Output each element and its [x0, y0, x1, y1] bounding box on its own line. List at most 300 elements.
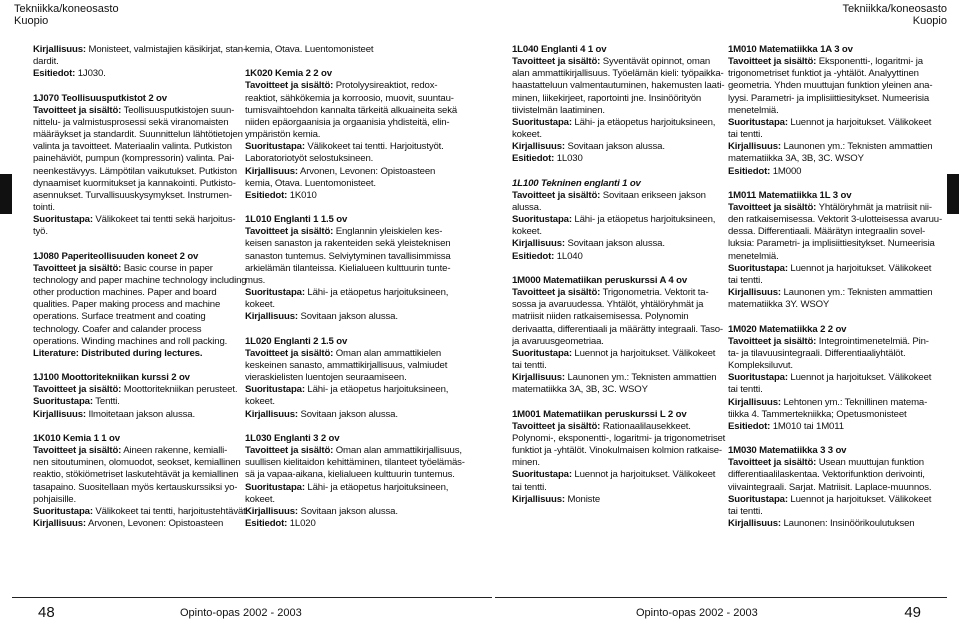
text-line [512, 409, 734, 421]
text-line [33, 336, 255, 348]
text-line [33, 311, 255, 323]
body-text: Lehtonen ym.: Teknillinen matema- [780, 396, 928, 408]
text-line [33, 226, 255, 238]
field-label: Kirjallisuus: [728, 518, 781, 530]
body-text: sanaston tuntemus. Selviytyminen tavallisimmissa [245, 250, 451, 262]
text-line [33, 178, 255, 190]
course-title: Literature: Distributed during lectures. [33, 347, 203, 359]
text-line [512, 93, 734, 105]
text-line [512, 153, 734, 165]
text-line [728, 445, 950, 457]
body-text: haastatteluun valmentautuminen, hakemusten laati- [512, 80, 725, 92]
text-line [245, 263, 467, 275]
text-line [33, 105, 255, 117]
body-text: kokeet. [512, 129, 542, 141]
text-line [512, 202, 734, 214]
body-text: painehäviöt, pumpun (kompressorin) valinta. Pai- [33, 153, 235, 165]
text-line [512, 226, 734, 238]
field-label: Suoritustapa: [33, 214, 93, 226]
text-line [245, 457, 467, 469]
text-line [33, 348, 255, 360]
field-label: Tavoitteet ja sisältö: [33, 445, 122, 457]
text-line [33, 117, 255, 129]
body-text: Aineen rakenne, kemialli- [121, 445, 228, 457]
body-text: Lähi- ja etäopetus harjoituksineen, [304, 384, 449, 396]
body-text: Launonen ym.: Teknisten ammattien [780, 141, 933, 153]
text-line [728, 409, 950, 421]
footer-rule [495, 597, 947, 598]
text-line [728, 214, 950, 226]
text-line [245, 80, 467, 92]
body-text: Luennot ja harjoitukset. Välikokeet [787, 262, 932, 274]
body-text: Tentti. [92, 396, 120, 408]
field-label: Kirjallisuus: [512, 141, 565, 153]
body-text: Luennot ja harjoitukset. Välikokeet [571, 347, 716, 359]
text-line [245, 494, 467, 506]
body-text: Kompleksiluvut. [728, 360, 793, 372]
course-title: 1J070 Teollisuusputkistot 2 ov [33, 92, 167, 104]
body-text: Sovitaan jakson alussa. [297, 408, 398, 420]
field-label: Suoritustapa: [245, 287, 305, 299]
text-line [512, 129, 734, 141]
field-label: Tavoitteet ja sisältö: [245, 226, 334, 238]
body-text: tiikka 4. Tammertekniikka; Opetusmonisteet [728, 408, 907, 420]
text-line [33, 506, 255, 518]
text-line [512, 299, 734, 311]
body-text: 1M010 tai 1M011 [770, 420, 844, 432]
field-label: Kirjallisuus: [33, 408, 86, 420]
field-label: Suoritustapa: [728, 372, 788, 384]
text-line [33, 482, 255, 494]
field-label: Suoritustapa: [728, 262, 788, 274]
body-text: 1K010 [287, 189, 317, 201]
course-title: 1M001 Matematiikan peruskurssi L 2 ov [512, 408, 687, 420]
body-text: dardit. [33, 56, 59, 68]
text-line [512, 482, 734, 494]
text-line [728, 226, 950, 238]
body-text: ja avaruusgeometriaa. [512, 335, 604, 347]
body-text: trigonometriset funktiot ja -yhtälöt. Analyyttinen [728, 68, 919, 80]
field-label: Esitiedot: [245, 189, 288, 201]
field-label: Tavoitteet ja sisältö: [728, 56, 817, 68]
text-line [728, 287, 950, 299]
field-label: Suoritustapa: [728, 116, 788, 128]
body-text: määräykset ja standardit. Suunnittelun lähtötietojen [33, 129, 243, 141]
text-line [728, 275, 950, 287]
publication-title-left: Opinto-opas 2002 - 2003 [180, 607, 302, 619]
text-line [728, 384, 950, 396]
body-text: Arvonen, Levonen: Opistoasteen [85, 518, 224, 530]
text-line [245, 190, 467, 202]
body-text: derivaatta, differentiaali ja määrätty integraali. Taso- [512, 323, 723, 335]
body-text: dessa. Differentiaali. Määrätyn integraalin sovel- [728, 226, 926, 238]
body-text: Välikokeet tai tentti, harjoitustehtävät. [92, 505, 249, 517]
text-line [33, 457, 255, 469]
text-line [728, 299, 950, 311]
body-text: keisen sanaston ja rakenteiden sekä yleisteknisen [245, 238, 451, 250]
body-text: sossa ja avaruudessa. Yhtälöt, yhtälöryhmät ja [512, 299, 704, 311]
field-label: Kirjallisuus: [245, 165, 298, 177]
text-line [33, 44, 255, 56]
text-line [728, 129, 950, 141]
body-text: Lähi- ja etäopetus harjoituksineen, [571, 214, 716, 226]
field-label: Tavoitteet ja sisältö: [512, 189, 601, 201]
body-text: neenkestävyys. Lämpötilan vaikutukset. Putkiston [33, 165, 237, 177]
field-label: Suoritustapa: [33, 505, 93, 517]
text-line [512, 44, 734, 56]
field-label: Esitiedot: [33, 68, 76, 80]
text-line [512, 238, 734, 250]
location-label: Kuopio [912, 15, 947, 27]
body-text: Moottoritekniikan perusteet. [121, 384, 238, 396]
field-label: Suoritustapa: [512, 116, 572, 128]
course-block [245, 433, 467, 530]
body-text: Sovitaan jakson alussa. [564, 238, 665, 250]
course-block [33, 372, 255, 421]
field-label: Suoritustapa: [512, 214, 572, 226]
text-line [728, 80, 950, 92]
body-text: Moniste [564, 493, 601, 505]
body-text: 1L040 [554, 250, 583, 262]
field-label: Esitiedot: [728, 165, 771, 177]
text-line [245, 336, 467, 348]
field-label: Tavoitteet ja sisältö: [512, 56, 601, 68]
text-line [245, 506, 467, 518]
text-line [33, 202, 255, 214]
course-title: 1J100 Moottoritekniikan kurssi 2 ov [33, 372, 190, 384]
field-label: Tavoitteet ja sisältö: [512, 287, 601, 299]
body-text: 1L020 [287, 518, 316, 530]
text-line [512, 287, 734, 299]
body-text: valinta ja tavoitteet. Materiaalin valinta. Putkiston [33, 141, 232, 153]
course-title: 1M030 Matematiikka 3 3 ov [728, 445, 847, 457]
body-text: 1L030 [554, 153, 583, 165]
text-line [33, 56, 255, 68]
text-line [512, 336, 734, 348]
body-text: niiden epäorgaanisia ja orgaanisia yhdisteitä, elin- [245, 116, 450, 128]
body-text: tai tentti. [728, 384, 763, 396]
text-line [245, 117, 467, 129]
field-label: Tavoitteet ja sisältö: [728, 335, 817, 347]
text-line [33, 494, 255, 506]
text-line [728, 469, 950, 481]
text-line [728, 482, 950, 494]
body-text: Arvonen, Levonen: Opistoasteen [297, 165, 436, 177]
department-label: Tekniikka/koneosasto [14, 3, 119, 15]
text-line [33, 372, 255, 384]
text-line [33, 214, 255, 226]
body-text: nen sitoutuminen, olomuodot, seokset, kemiallinen [33, 457, 241, 469]
thumb-index-tab [0, 174, 12, 214]
body-text: Trigonometria. Vektorit ta- [600, 287, 709, 299]
text-line [33, 469, 255, 481]
text-line [728, 44, 950, 56]
text-line [33, 275, 255, 287]
body-text: luksia: Parametri- ja implisiittiesitykset. Numeerisia [728, 238, 935, 250]
location-label: Kuopio [14, 15, 49, 27]
body-text: menetelmiä. [728, 104, 779, 116]
body-text: Sovitaan jakson alussa. [297, 505, 398, 517]
body-text: kokeet. [512, 226, 542, 238]
course-title: 1K020 Kemia 2 2 ov [245, 68, 332, 80]
body-text: nittelu- ja valmistusprosessi sekä viranomaisten [33, 116, 229, 128]
page-header-left [14, 3, 119, 27]
text-line [728, 117, 950, 129]
text-line [245, 93, 467, 105]
text-line [245, 226, 467, 238]
text-line [33, 409, 255, 421]
body-text: Launonen ym.: Teknisten ammattien [780, 287, 933, 299]
body-text: tai tentti. [512, 360, 547, 372]
text-line [512, 421, 734, 433]
field-label: Esitiedot: [512, 153, 555, 165]
text-line [245, 166, 467, 178]
course-title: 1M010 Matematiikka 1A 3 ov [728, 44, 853, 55]
text-line [728, 494, 950, 506]
body-text: ympäristön kemia. [245, 129, 321, 141]
text-line [728, 68, 950, 80]
text-line [245, 141, 467, 153]
body-text: Luennot ja harjoitukset. Välikokeet [571, 469, 716, 481]
text-line [728, 238, 950, 250]
body-text: ta- ja tilavuusintegraali. Differentiaaliyhtälöt. [728, 347, 906, 359]
text-line [512, 190, 734, 202]
text-line [728, 336, 950, 348]
text-line [245, 287, 467, 299]
text-line [728, 141, 950, 153]
text-line [245, 445, 467, 457]
text-line [245, 469, 467, 481]
field-label: Suoritustapa: [728, 493, 788, 505]
body-text: operations. Surface treatment and coating [33, 311, 206, 323]
text-line [728, 506, 950, 518]
course-block [33, 251, 255, 360]
body-text: arkielämän tilanteissa. Kielialueen kulttuurin tunte- [245, 262, 451, 274]
text-line [728, 263, 950, 275]
body-text: kokeet. [245, 493, 275, 505]
field-label: Kirjallisuus: [245, 505, 298, 517]
course-block [512, 409, 734, 506]
body-text: tasapaino. Suositellaan myös kertauskurssiksi yo- [33, 481, 238, 493]
text-line [512, 469, 734, 481]
field-label: Suoritustapa: [512, 347, 572, 359]
text-line [728, 348, 950, 360]
text-line [512, 494, 734, 506]
body-text: Englannin yleiskielen kes- [333, 226, 443, 238]
text-line [512, 311, 734, 323]
text-line [33, 287, 255, 299]
body-text: matematiikka 3A, 3B, 3C. WSOY [512, 384, 648, 396]
text-line [728, 324, 950, 336]
course-block [512, 178, 734, 263]
body-text: den ratkaisemisessa. Vektorit 3-ulotteisessa avaruu- [728, 214, 943, 226]
text-line [33, 141, 255, 153]
body-text: dynaamiset kuormitukset ja kannakointi. Putkisto- [33, 177, 236, 189]
field-label: Tavoitteet ja sisältö: [512, 420, 601, 432]
field-label: Kirjallisuus: [33, 518, 86, 530]
text-line [245, 360, 467, 372]
body-text: alussa. [512, 202, 542, 214]
body-text: asennukset. Turvallisuuskysymykset. Instrumen- [33, 189, 232, 201]
text-line [512, 117, 734, 129]
body-text: Lähi- ja etäopetus harjoituksineen, [304, 287, 449, 299]
text-line [33, 93, 255, 105]
footer-rule [12, 597, 492, 598]
course-block [245, 68, 467, 202]
body-text: 1J030. [75, 68, 106, 80]
text-line [245, 68, 467, 80]
text-line [512, 445, 734, 457]
field-label: Tavoitteet ja sisältö: [728, 202, 817, 214]
text-line [512, 68, 734, 80]
text-line [512, 360, 734, 372]
field-label: Kirjallisuus: [512, 372, 565, 384]
text-line [728, 360, 950, 372]
body-text: tiivistelmän laatiminen. [512, 104, 605, 116]
text-line [33, 263, 255, 275]
field-label: Tavoitteet ja sisältö: [245, 80, 334, 92]
field-label: Suoritustapa: [245, 481, 305, 493]
text-line [512, 275, 734, 287]
text-line [728, 166, 950, 178]
body-text: Polynomi-, eksponentti-, logaritmi- ja trigonometriset [512, 432, 726, 444]
body-text: vieraskielisten luentojen seuraamiseen. [245, 372, 407, 384]
text-line [245, 384, 467, 396]
body-text: suullisen kielitaidon kehittäminen, tilanteet työelämäs- [245, 457, 465, 469]
text-line [245, 214, 467, 226]
field-label: Esitiedot: [245, 518, 288, 530]
course-title: 1L040 Englanti 4 1 ov [512, 44, 607, 55]
body-text: Basic course in paper [121, 262, 213, 274]
course-title: 1M011 Matematiikka 1L 3 ov [728, 189, 852, 201]
body-text: Laboratoriotyöt selostuksineen. [245, 153, 374, 165]
course-title: 1M000 Matematiikan peruskurssi A 4 ov [512, 274, 688, 286]
body-text: Oman alan ammattikirjallisuus, [333, 445, 462, 457]
field-label: Tavoitteet ja sisältö: [33, 262, 122, 274]
body-text: sä ja vapaa-aikana, kielialueen kulttuurin tuntemus. [245, 469, 455, 481]
text-line [33, 153, 255, 165]
text-line [728, 202, 950, 214]
text-line [33, 68, 255, 80]
body-text: geometria. Yhden muuttujan funktion yleinen ana- [728, 80, 933, 92]
field-label: Tavoitteet ja sisältö: [33, 104, 122, 116]
text-line [33, 445, 255, 457]
body-text: reaktio, stökiömetriset laskutehtävät ja kemiallinen [33, 469, 239, 481]
course-block [728, 324, 950, 433]
course-block [33, 93, 255, 239]
body-text: differentiaalilaskentaa. Vektorifunktion derivointi, [728, 469, 925, 481]
text-line [512, 105, 734, 117]
course-block [33, 433, 255, 530]
body-text: matematiikka 3A, 3B, 3C. WSOY [728, 153, 864, 165]
course-title: 1L030 Englanti 3 2 ov [245, 432, 340, 444]
text-line [245, 372, 467, 384]
text-line [512, 372, 734, 384]
body-text: Yhtälöryhmät ja matriisit nii- [816, 202, 932, 214]
body-text: kokeet. [245, 299, 275, 311]
body-text: tumisvaihtoehdon kannalta tärkeitä alkuaineita sekä [245, 104, 458, 116]
text-line [245, 129, 467, 141]
field-label: Esitiedot: [728, 420, 771, 432]
body-text: Ilmoitetaan jakson alussa. [85, 408, 195, 420]
text-line [33, 518, 255, 530]
text-line [728, 56, 950, 68]
body-text: Oman alan ammattikielen [333, 347, 442, 359]
field-label: Kirjallisuus: [33, 44, 86, 55]
field-label: Kirjallisuus: [245, 408, 298, 420]
body-text: tai tentti. [728, 274, 763, 286]
text-line [245, 105, 467, 117]
text-line [245, 396, 467, 408]
text-column-3 [512, 44, 734, 589]
text-line [245, 44, 467, 56]
body-text: Integrointimenetelmiä. Pin- [816, 335, 929, 347]
body-text: menetelmiä. [728, 250, 779, 262]
text-line [728, 421, 950, 433]
field-label: Kirjallisuus: [728, 287, 781, 299]
text-line [245, 153, 467, 165]
text-line [728, 457, 950, 469]
body-text: Protolyysireaktiot, redox- [333, 80, 438, 92]
body-text: Eksponentti-, logaritmi- ja [816, 56, 923, 68]
course-block [245, 214, 467, 323]
body-text: Luennot ja harjoitukset. Välikokeet [787, 116, 932, 128]
text-line [245, 251, 467, 263]
body-text: other production machines. Paper and board [33, 287, 217, 299]
text-line [512, 214, 734, 226]
field-label: Suoritustapa: [512, 469, 572, 481]
body-text: Syventävät opinnot, oman [600, 56, 711, 68]
text-line [512, 384, 734, 396]
text-line [245, 482, 467, 494]
field-label: Kirjallisuus: [728, 141, 781, 153]
body-text: minen, liikekirjeet, raportointi jne. Insinöörityön [512, 92, 702, 104]
text-line [33, 129, 255, 141]
text-line [245, 433, 467, 445]
field-label: Tavoitteet ja sisältö: [245, 347, 334, 359]
text-line [512, 80, 734, 92]
field-label: Suoritustapa: [245, 141, 305, 153]
text-line [512, 56, 734, 68]
field-label: Kirjallisuus: [512, 238, 565, 250]
page-number-left: 48 [38, 604, 55, 621]
text-line [512, 433, 734, 445]
field-label: Esitiedot: [512, 250, 555, 262]
course-title: 1M020 Matematiikka 2 2 ov [728, 323, 847, 335]
body-text: operations. Winding machines and roll packing. [33, 335, 228, 347]
body-text: kemia, Otava. Luentomonisteet [245, 44, 374, 55]
text-line [728, 93, 950, 105]
field-label: Tavoitteet ja sisältö: [245, 445, 334, 457]
course-block [512, 44, 734, 166]
text-line [33, 433, 255, 445]
body-text: Välikokeet tai tentti. Harjoitustyöt. [304, 141, 444, 153]
body-text: matriisit niiden ratkaisemisessa. Polynomin [512, 311, 689, 323]
publication-title-right: Opinto-opas 2002 - 2003 [636, 607, 758, 619]
body-text: Luennot ja harjoitukset. Välikokeet [787, 372, 932, 384]
body-text: tai tentti. [728, 129, 763, 141]
body-text: Lähi- ja etäopetus harjoituksineen, [304, 481, 449, 493]
text-line [512, 348, 734, 360]
text-line [728, 372, 950, 384]
text-line [245, 348, 467, 360]
text-line [33, 299, 255, 311]
course-title: 1J080 Paperiteollisuuden koneet 2 ov [33, 250, 199, 262]
course-title: 1K010 Kemia 1 1 ov [33, 432, 120, 444]
course-block [245, 44, 467, 56]
field-label: Tavoitteet ja sisältö: [728, 457, 817, 469]
text-line [245, 518, 467, 530]
